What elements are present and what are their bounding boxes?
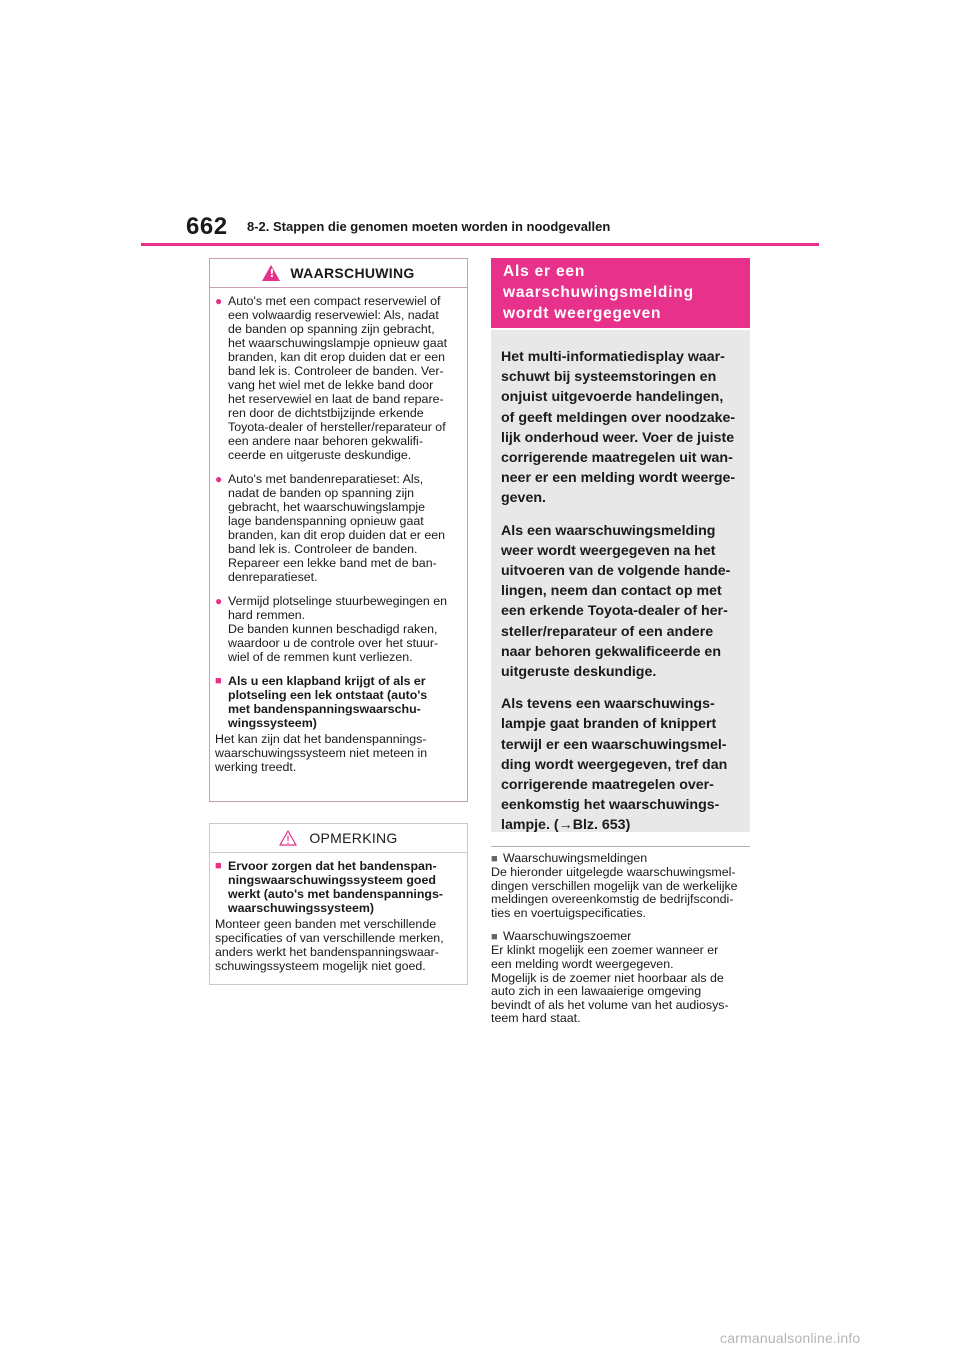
buzzer-heading <box>491 930 753 944</box>
buzzer-text: Er klinkt mogelijk een zoemer wanneer er een melding wordt weergegeven. Mogelijk is de zoemer niet hoorbaar als de auto zich in een lawaaierige omgeving bevindt of als het volume van het audiosys- teem hard staat. <box>491 943 729 1026</box>
warning-item-text: Auto's met een compact reservewiel of een volwaardig reservewiel: Als, nadat de banden op spanning zijn gebracht, het waarschuwingslampje opnieuw gaat branden, kan dit erop duiden dat er een band lek is. Controleer de banden. Ver- vang het wiel met de lekke band door het reservewiel en laat de band repare- ren door de dichtstbijzijnde erkende Toyota-dealer of hersteller/reparateur of een andere naar behoren gekwalifi- ceerde en uitgeruste deskundige. <box>228 294 448 462</box>
warning-subtext: Het kan zijn dat het bandenspannings- waarschuwingssysteem niet meteen in werking treedt. <box>215 732 428 774</box>
watermark[interactable]: carmanualsonline.info <box>720 1330 861 1346</box>
notice-body <box>210 853 467 973</box>
intro-box <box>491 330 750 832</box>
page-number: 662 <box>186 213 228 240</box>
bullet-icon: ● <box>215 594 223 608</box>
messages-heading-text: Waarschuwingsmeldingen <box>503 851 648 865</box>
notice-header <box>210 824 467 853</box>
warning-box <box>209 258 468 802</box>
warning-item <box>215 594 462 664</box>
messages-heading <box>491 852 753 866</box>
warning-subheading-text: Als u een klapband krijgt of als er plotseling een lek ontstaat (auto's met bandenspanningswaarschu- wingssysteem) <box>228 674 428 730</box>
section-title: Als er een waarschuwingsmelding wordt weergegeven <box>491 258 750 328</box>
bullet-icon: ● <box>215 294 223 308</box>
messages-section <box>491 852 753 1036</box>
square-bullet-icon: ■ <box>215 860 222 872</box>
buzzer-heading-text: Waarschuwingszoemer <box>503 929 632 944</box>
warning-title: WAARSCHUWING <box>290 265 415 281</box>
notice-subheading-text: Ervoor zorgen dat het bandenspan- ningswaarschuwingssysteem goed werkt (auto's met bandenspannings- waarschuwingssysteem) <box>228 859 443 915</box>
messages-text: De hieronder uitgelegde waarschuwingsmel- dingen verschillen mogelijk van de werkelijke meldingen overeenkomstig de bedrijfscondi- ties en voertuigspecificaties. <box>491 865 738 920</box>
square-bullet-icon: ■ <box>491 931 498 944</box>
notice-subtext: Monteer geen banden met verschillende specificaties of van verschillende merken, anders werkt het bandenspanningswaar- schuwingssysteem mogelijk niet goed. <box>215 917 444 973</box>
header-rule <box>141 243 819 246</box>
warning-item <box>215 472 462 584</box>
intro-paragraph: Als tevens een waarschuwings- lampje gaat branden of knippert terwijl er een waarschuwingsmel- ding wordt weergegeven, tref dan corrigerende maatregelen over- eenkomstig het waarschuwings- lampje. (→Blz. 653) <box>501 696 728 834</box>
square-bullet-icon: ■ <box>215 675 222 687</box>
warning-item-text: Vermijd plotselinge stuurbewegingen en hard remmen. De banden kunnen beschadigd raken, waardoor u de controle over het stuur- wiel of de remmen kunt verliezen. <box>228 594 448 664</box>
warning-item-text: Auto's met bandenreparatieset: Als, nadat de banden op spanning zijn gebracht, het waarschuwingslampje lage bandenspanning opnieuw gaat branden, kan dit erop duiden dat er een band lek is. Controleer de banden. Repareer een lekke band met de ban- denreparatieset. <box>228 472 445 584</box>
warning-item <box>215 294 462 462</box>
bullet-icon: ● <box>215 472 223 486</box>
section-divider <box>491 846 750 847</box>
warning-subheading <box>215 674 462 730</box>
notice-box <box>209 823 468 985</box>
intro-paragraph: Als een waarschuwingsmelding weer wordt weergegeven na het uitvoeren van de volgende hande- lingen, neem dan contact op met een erkende Toyota-dealer of her- steller/reparateur of een andere naar behoren gekwalificeerde en uitgeruste deskundige. <box>501 522 731 681</box>
warning-header <box>210 259 467 288</box>
intro-paragraph: Het multi-informatiedisplay waar- schuwt bij systeemstoringen en onjuist uitgevoerde handelingen, of geeft meldingen over noodzake- lijk onderhoud weer. Voer de juiste corrigerende maatregelen uit wan- neer er een melding wordt weerge- geven. <box>501 349 736 507</box>
notice-title: OPMERKING <box>309 830 398 846</box>
square-bullet-icon: ■ <box>491 853 498 865</box>
notice-subheading <box>215 859 462 915</box>
warning-body <box>210 288 467 774</box>
warning-triangle-icon <box>262 265 280 281</box>
notice-triangle-icon <box>279 830 297 846</box>
chapter-title: 8-2. Stappen die genomen moeten worden in noodgevallen <box>247 219 611 234</box>
